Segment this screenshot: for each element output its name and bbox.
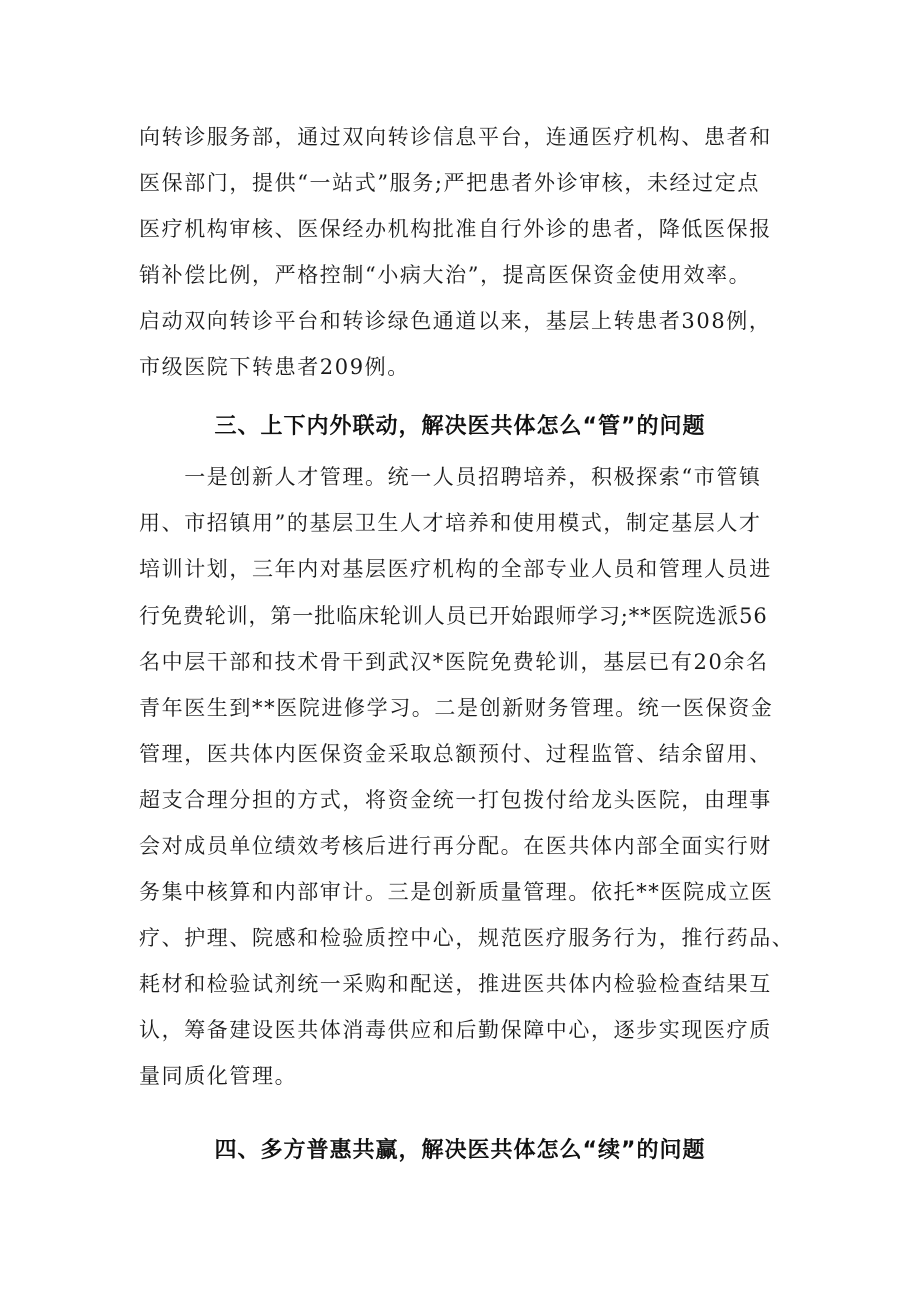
paragraph-line: 一是创新人才管理。统一人员招聘培养，积极探索“市管镇	[139, 465, 762, 489]
paragraph-line: 市级医院下转患者209例。	[139, 355, 410, 379]
paragraph-line: 青年医生到**医院进修学习。二是创新财务管理。统一医保资金	[139, 696, 774, 720]
paragraph-line: 量同质化管理。	[139, 1064, 298, 1088]
paragraph-line: 务集中核算和内部审计。三是创新质量管理。依托**医院成立医	[139, 880, 774, 904]
paragraph-line: 管理，医共体内医保资金采取总额预付、过程监管、结余留用、	[139, 742, 772, 766]
paragraph-line: 启动双向转诊平台和转诊绿色通道以来，基层上转患者308例，	[139, 309, 772, 333]
section-heading-3: 三、上下内外联动，解决医共体怎么“管”的问题	[214, 414, 706, 439]
paragraph-line: 行免费轮训，第一批临床轮训人员已开始跟师学习;**医院选派56	[139, 604, 768, 628]
paragraph-line: 超支合理分担的方式，将资金统一打包拨付给龙头医院，由理事	[139, 788, 772, 812]
paragraph-line: 培训计划，三年内对基层医疗机构的全部专业人员和管理人员进	[139, 557, 772, 581]
section-heading-4: 四、多方普惠共赢，解决医共体怎么“续”的问题	[214, 1138, 706, 1163]
paragraph-line: 认，筹备建设医共体消毒供应和后勤保障中心，逐步实现医疗质	[139, 1018, 772, 1042]
paragraph-line: 会对成员单位绩效考核后进行再分配。在医共体内部全面实行财	[139, 834, 772, 858]
paragraph-line: 医疗机构审核、医保经办机构批准自行外诊的患者，降低医保报	[139, 217, 772, 241]
paragraph-line: 名中层干部和技术骨干到武汉*医院免费轮训，基层已有20余名	[139, 650, 769, 674]
paragraph-line: 向转诊服务部，通过双向转诊信息平台，连通医疗机构、患者和	[139, 125, 772, 149]
paragraph-line: 销补偿比例，严格控制“小病大治”，提高医保资金使用效率。	[139, 263, 752, 287]
paragraph-line: 耗材和检验试剂统一采购和配送，推进医共体内检验检查结果互	[139, 972, 772, 996]
paragraph-line: 医保部门，提供“一站式”服务;严把患者外诊审核，未经过定点	[139, 171, 760, 195]
paragraph-line: 用、市招镇用”的基层卫生人才培养和使用模式，制定基层人才	[139, 511, 762, 535]
paragraph-line: 疗、护理、院感和检验质控中心，规范医疗服务行为，推行药品、	[139, 926, 795, 950]
